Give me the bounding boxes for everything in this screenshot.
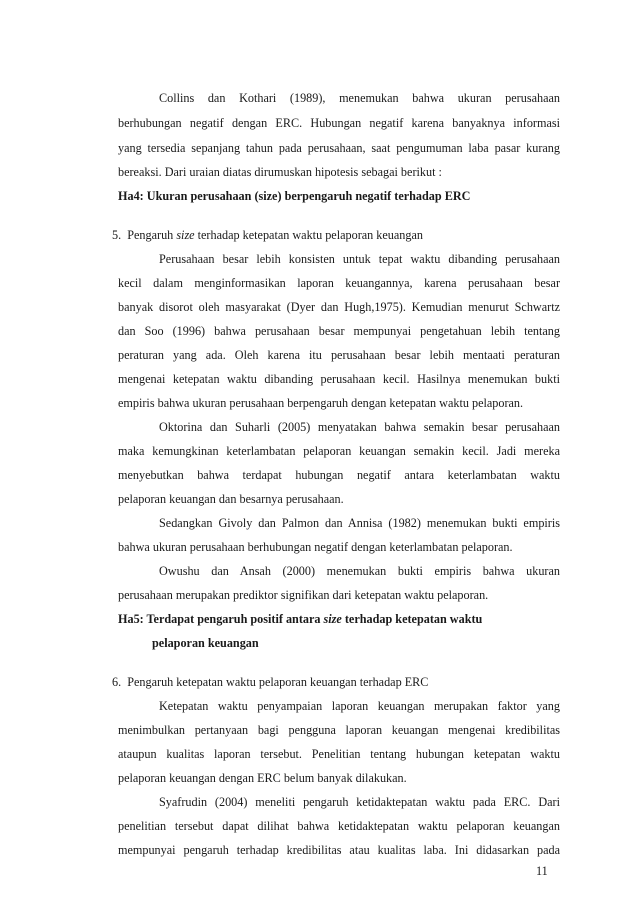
paragraph-line: menyebutkan bahwa terdapat hubungan negatif antara keterlambatan waktu (118, 468, 560, 482)
section-heading-5 (112, 225, 560, 245)
paragraph-line: Collins dan Kothari (1989), menemukan bahwa ukuran perusahaan (159, 91, 560, 105)
paragraph-line: dan Soo (1996) bahwa perusahaan besar mempunyai pengetahuan lebih tentang (118, 324, 560, 338)
paragraph-line: Sedangkan Givoly dan Palmon dan Annisa (1982) menemukan bukti empiris (159, 516, 560, 530)
heading-text: Pengaruh (127, 228, 177, 242)
heading-text: Pengaruh ketepatan waktu pelaporan keuangan terhadap ERC (127, 675, 429, 689)
section-number: 6. (112, 675, 122, 689)
paragraph-line: kecil dalam menginformasikan laporan keuangannya, karena perusahaan besar (118, 276, 560, 290)
paragraph-line: bahwa ukuran perusahaan berhubungan negatif dengan keterlambatan pelaporan. (118, 540, 513, 554)
hypothesis-text: terhadap ketepatan waktu (341, 612, 483, 626)
hypothesis-ha5-continued: pelaporan keuangan (152, 636, 259, 650)
hypothesis-italic: size (323, 612, 342, 626)
paragraph-line: Ketepatan waktu penyampaian laporan keuangan merupakan faktor yang (159, 699, 560, 713)
paragraph-line: pelaporan keuangan dan besarnya perusahaan. (118, 492, 344, 506)
hypothesis-text: Ha5: Terdapat pengaruh positif antara (118, 612, 324, 626)
section-number: 5. (112, 228, 122, 242)
paragraph-line: banyak disorot oleh masyarakat (Dyer dan Hugh,1975). Kemudian menurut Schwartz (118, 300, 560, 314)
hypothesis-ha5 (118, 609, 560, 629)
paragraph-line: Perusahaan besar lebih konsisten untuk tepat waktu dibanding perusahaan (159, 252, 560, 266)
hypothesis-ha4: Ha4: Ukuran perusahaan (size) berpengaruh negatif terhadap ERC (118, 189, 471, 203)
paragraph-line: menimbulkan pertanyaan bagi pengguna laporan keuangan mengenai kredibilitas (118, 723, 560, 737)
paragraph-line: Owushu dan Ansah (2000) menemukan bukti empiris bahwa ukuran (159, 564, 560, 578)
paragraph-line: mengenai ketepatan waktu dibanding perusahaan kecil. Hasilnya menemukan bukti (118, 372, 560, 386)
paragraph-line: penelitian tersebut dapat dilihat bahwa ketidaktepatan waktu pelaporan keuangan (118, 819, 560, 833)
paragraph-line: yang tersedia sepanjang tahun pada perusahaan, saat pengumuman laba pasar kurang (118, 141, 560, 155)
paragraph-line: Oktorina dan Suharli (2005) menyatakan bahwa semakin besar perusahaan (159, 420, 560, 434)
section-heading-6 (112, 672, 560, 692)
paragraph-line: maka kemungkinan keterlambatan pelaporan keuangan semakin kecil. Jadi mereka (118, 444, 560, 458)
paragraph-line: pelaporan keuangan dengan ERC belum banyak dilakukan. (118, 771, 407, 785)
paragraph-line: mempunyai pengaruh terhadap kredibilitas atau kualitas laba. Ini didasarkan pada (118, 843, 560, 857)
heading-text: terhadap ketepatan waktu pelaporan keuangan (194, 228, 424, 242)
paragraph-line: berhubungan negatif dengan ERC. Hubungan negatif karena banyaknya informasi (118, 116, 560, 130)
paragraph-line: bereaksi. Dari uraian diatas dirumuskan hipotesis sebagai berikut : (118, 165, 442, 179)
paragraph-line: peraturan yang ada. Oleh karena itu perusahaan besar lebih mentaati peraturan (118, 348, 560, 362)
page-number: 11 (536, 864, 548, 878)
paragraph-line: ataupun kualitas laporan tersebut. Penelitian tentang hubungan ketepatan waktu (118, 747, 560, 761)
paragraph-line: perusahaan merupakan prediktor signifikan dari ketepatan waktu pelaporan. (118, 588, 489, 602)
heading-italic: size (176, 228, 195, 242)
paragraph-line: Syafrudin (2004) meneliti pengaruh ketidaktepatan waktu pada ERC. Dari (159, 795, 560, 809)
paragraph-line: empiris bahwa ukuran perusahaan berpengaruh dengan ketepatan waktu pelaporan. (118, 396, 524, 410)
